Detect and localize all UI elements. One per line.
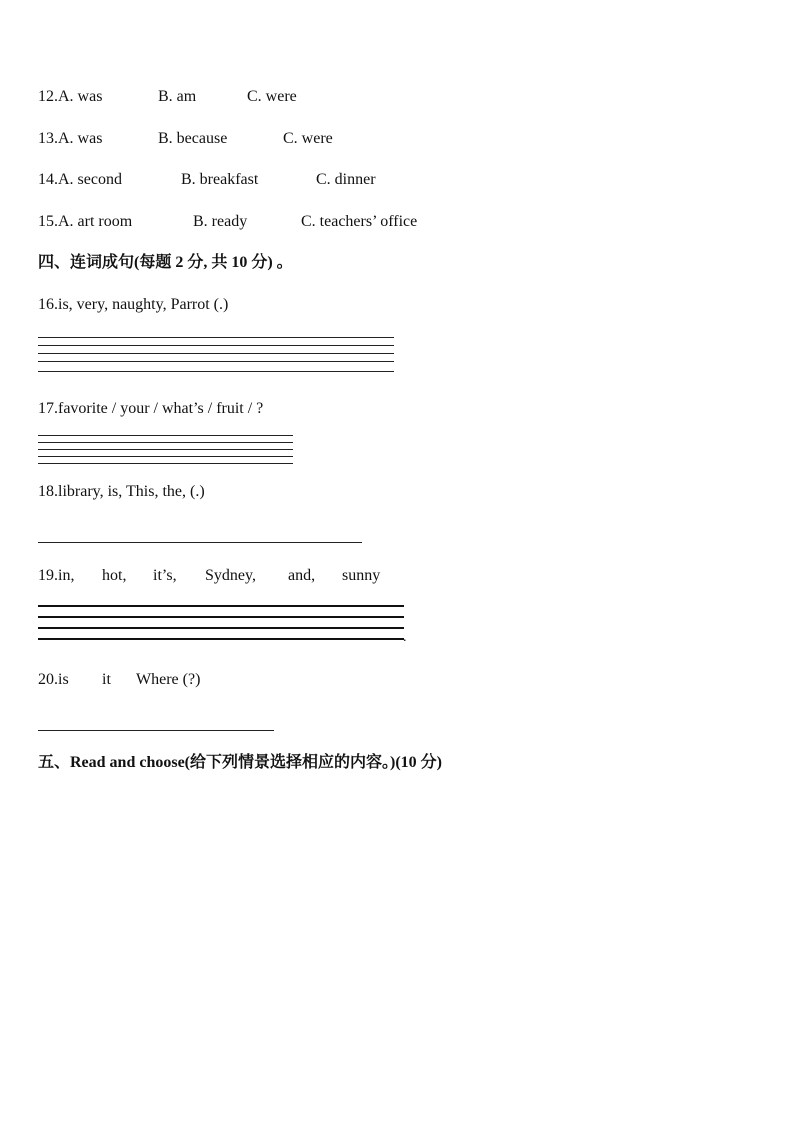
answer-line[interactable] [38,463,293,464]
word: Sydney, [205,567,256,584]
word: it [102,671,111,688]
answer-line[interactable] [38,442,293,443]
answer-line[interactable] [38,337,394,338]
question-number: 17. [38,400,58,417]
question-19 [38,566,381,586]
option-b: B. breakfast [181,171,259,188]
question-13 [38,129,333,149]
option-b: B. am [158,88,197,105]
answer-line[interactable] [38,371,394,372]
question-number: 18. [38,483,58,500]
word: in, [58,567,75,584]
option-c: C. dinner [316,171,376,188]
section-4-heading: 四、连词成句(每题 2 分, 共 10 分) 。 [38,254,293,271]
word: is [58,671,69,688]
question-words: favorite / your / what’s / fruit / ? [58,400,264,417]
word: sunny [342,567,381,584]
word: hot, [102,567,127,584]
question-16 [38,295,228,315]
question-number: 14. [38,171,58,188]
word: it’s, [153,567,177,584]
answer-line[interactable] [38,449,293,450]
question-number: 13. [38,130,58,147]
word: and, [288,567,316,584]
option-c: C. were [247,88,297,105]
option-a: A. was [58,130,103,147]
question-20 [38,670,201,690]
question-number: 16. [38,296,58,313]
question-14 [38,170,376,190]
question-words: is, very, naughty, Parrot (.) [58,296,229,313]
answer-line[interactable] [38,353,394,354]
answer-line[interactable] [38,730,274,731]
question-15 [38,212,418,232]
option-a: A. was [58,88,103,105]
answer-line[interactable] [38,616,404,618]
section-5-heading: 五、Read and choose(给下列情景选择相应的内容。)(10 分) [38,754,442,771]
answer-line[interactable] [38,627,404,629]
option-a: A. art room [58,213,133,230]
option-b: B. because [158,130,228,147]
answer-line[interactable] [38,345,394,346]
answer-line[interactable] [38,361,394,362]
answer-line[interactable] [38,435,293,436]
answer-line[interactable] [38,638,404,640]
question-number: 15. [38,213,58,230]
option-c: C. were [283,130,333,147]
question-number: 19. [38,567,58,584]
question-number: 20. [38,671,58,688]
answer-line[interactable] [38,605,404,607]
question-number: 12. [38,88,58,105]
answer-line[interactable] [38,456,293,457]
option-a: A. second [58,171,122,188]
question-words: library, is, This, the, (.) [58,483,205,500]
question-12 [38,87,297,107]
option-c: C. teachers’ office [301,213,418,230]
question-17 [38,399,263,419]
word: Where (?) [136,671,201,688]
question-18 [38,482,205,502]
option-b: B. ready [193,213,248,230]
answer-line[interactable] [38,542,362,543]
sentence-period: . [403,630,407,645]
